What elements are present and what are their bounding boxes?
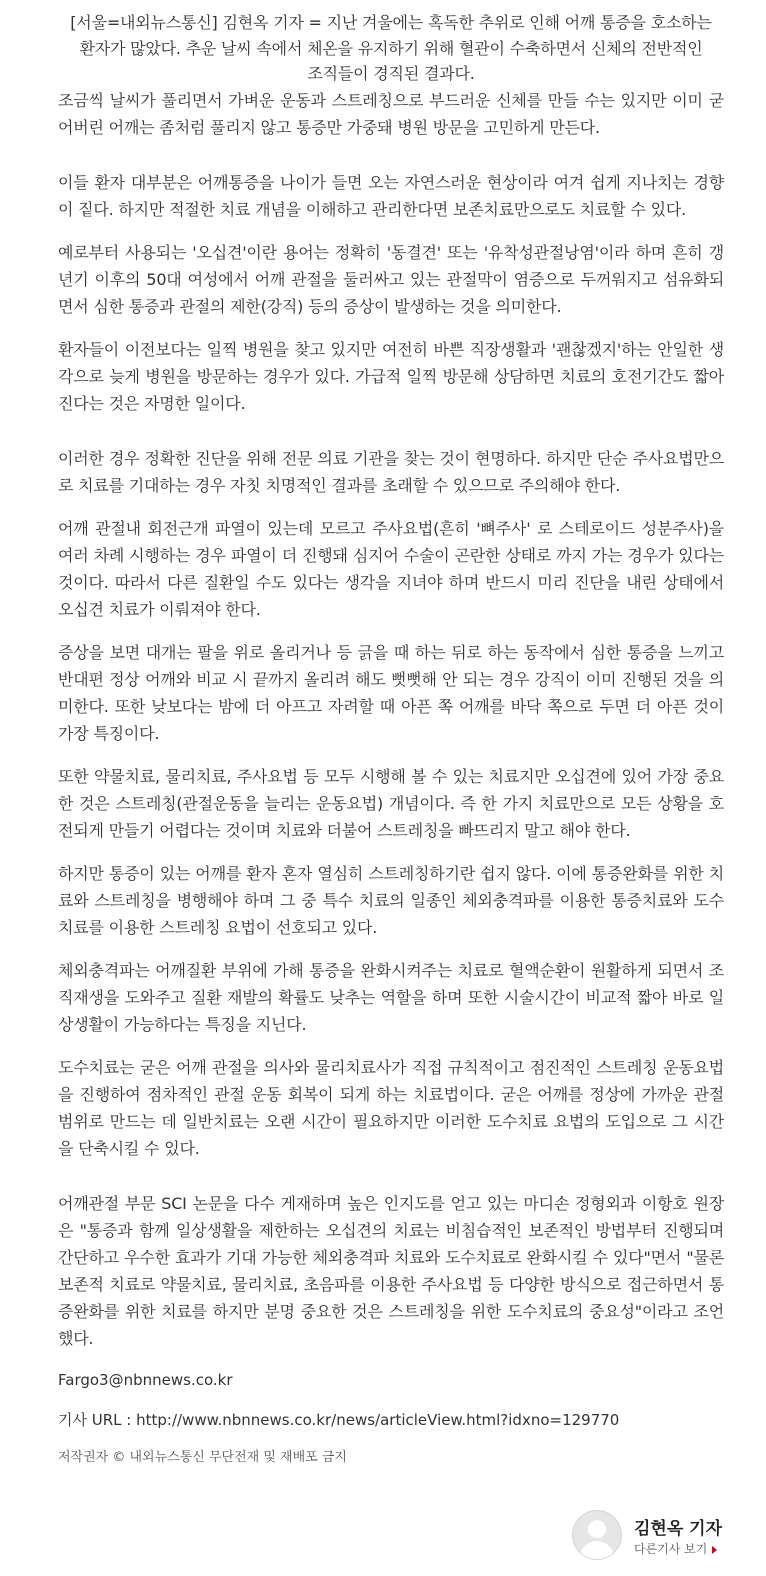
article-paragraph-9: 하지만 통증이 있는 어깨를 환자 혼자 열심히 스트레칭하기란 쉽지 않다. 이에 통증완화를 위한 치료와 스트레칭을 병행해야 하며 그 중 특수 치료의 일종인 체외충격파를 이용한 통증치료와 도수치료를 이용한 스트레칭 요법이 선호되고 있다. — [58, 863, 724, 937]
caret-right-icon — [712, 1546, 717, 1554]
article-paragraph-2: 이들 환자 대부분은 어깨통증을 나이가 들면 오는 자연스러운 현상이라 여겨 쉽게 지나치는 경향이 짙다. 하지만 적절한 치료 개념을 이해하고 관리한다면 보존치료만으로도 치료할 수 있다. — [58, 172, 724, 219]
article-url-row — [58, 1408, 724, 1432]
article-lead: [서울=내외뉴스통신] 김현옥 기자 = 지난 겨울에는 혹독한 추위로 인해 어깨 통증을 호소하는 환자가 많았다. 추운 날씨 속에서 체온을 유지하기 위해 혈관이 수축하면서 신체의 전반적인 조직들이 경직된 결과다. — [70, 13, 712, 83]
more-articles-label[interactable]: 다른기사 보기 — [634, 1542, 708, 1556]
reporter-byline — [572, 1510, 752, 1570]
copyright-notice: 저작권자 © 내외뉴스통신 무단전재 및 재배포 금지 — [58, 1449, 347, 1465]
article-paragraph-1: 조금씩 날씨가 풀리면서 가벼운 운동과 스트레칭으로 부드러운 신체를 만들 수는 있지만 이미 굳어버린 어깨는 좀처럼 풀리지 않고 통증만 가중돼 병원 방문을 고민하게 만든다. — [58, 90, 724, 137]
article-paragraph-10: 체외충격파는 어깨질환 부위에 가해 통증을 완화시켜주는 치료로 혈액순환이 원활하게 되면서 조직재생을 도와주고 질환 재발의 확률도 낮추는 역할을 하며 또한 시술시간이 비교적 짧아 바로 일상생활이 가능하다는 특징을 지닌다. — [58, 960, 724, 1034]
user-avatar-icon — [572, 1510, 622, 1560]
article-paragraph-4: 환자들이 이전보다는 일찍 병원을 찾고 있지만 여전히 바쁜 직장생활과 '괜찮겠지'하는 안일한 생각으로 늦게 병원을 방문하는 경우가 있다. 가급적 일찍 방문해 상담하면 치료의 호전기간도 짧아진다는 것은 자명한 일이다. — [58, 339, 724, 413]
article-url-label: 기사 URL : — [58, 1410, 137, 1429]
article-paragraph-11: 도수치료는 굳은 어깨 관절을 의사와 물리치료사가 직접 규칙적이고 점진적인 스트레칭 운동요법을 진행하여 점차적인 관절 운동 회복이 되게 하는 치료법이다. 굳은 어깨를 정상에 가까운 관절 범위로 만드는 데 일반치료는 오랜 시간이 필요하지만 이러한 도수치료 요법의 도입으로 그 시간을 단축시킬 수 있다. — [58, 1057, 724, 1158]
article-paragraph-12: 어깨관절 부문 SCI 논문을 다수 게재하며 높은 인지도를 얻고 있는 마디손 정형외과 이항호 원장은 "통증과 함께 일상생활을 제한하는 오십견의 치료는 비침습적인 보존적인 방법부터 진행되며 간단하고 우수한 효과가 기대 가능한 체외충격파 치료와 도수치료로 완화시킬 수 있다"면서 "물론 보존적 치료로 약물치료, 물리치료, 초음파를 이용한 주사요법 등 다양한 방식으로 접근하면서 통증완화를 위한 치료를 하지만 분명 중요한 것은 스트레칭을 위한 도수치료의 중요성"이라고 조언했다. — [58, 1193, 724, 1348]
reporter-name: 김현옥 기자 — [634, 1519, 723, 1539]
article-body — [58, 10, 724, 1468]
article-paragraph-5: 이러한 경우 정확한 진단을 위해 전문 의료 기관을 찾는 것이 현명하다. 하지만 단순 주사요법만으로 치료를 기대하는 경우 자칫 치명적인 결과를 초래할 수 있으므로 주의해야 한다. — [58, 448, 724, 495]
article-paragraph-7: 증상을 보면 대개는 팔을 위로 올리거나 등 긁을 때 하는 뒤로 하는 동작에서 심한 통증을 느끼고 반대편 정상 어깨와 비교 시 끝까지 올리려 해도 뻣뻣해 안 되는 경우 강직이 이미 진행된 것을 의미한다. 또한 낮보다는 밤에 더 아프고 자려할 때 아픈 쪽 어깨를 바닥 쪽으로 두면 더 아픈 것이 가장 특징이다. — [58, 642, 724, 743]
article-paragraph-3: 예로부터 사용되는 '오십견'이란 용어는 정확히 '동결견' 또는 '유착성관절낭염'이라 하며 흔히 갱년기 이후의 50대 여성에서 어깨 관절을 둘러싸고 있는 관절막이 염증으로 두꺼워지고 섬유화되면서 심한 통증과 관절의 제한(강직) 등의 증상이 발생하는 것을 의미한다. — [58, 242, 724, 316]
article-paragraph-6: 어깨 관절내 회전근개 파열이 있는데 모르고 주사요법(흔히 '뼈주사' 로 스테로이드 성분주사)을 여러 차례 시행하는 경우 파열이 더 진행돼 심지어 수술이 곤란한 상태로 까지 가는 경우가 있다는 것이다. 따라서 다른 질환일 수도 있다는 생각을 지녀야 하며 반드시 미리 진단을 내린 상태에서 오십견 치료가 이뤄져야 한다. — [58, 518, 724, 619]
article-url: http://www.nbnnews.co.kr/news/articleView.html?idxno=129770 — [136, 1410, 620, 1429]
more-articles-link[interactable] — [634, 1540, 717, 1557]
reporter-email: Fargo3@nbnnews.co.kr — [58, 1370, 233, 1389]
article-paragraph-8: 또한 약물치료, 물리치료, 주사요법 등 모두 시행해 볼 수 있는 치료지만 오십견에 있어 가장 중요한 것은 스트레칭(관절운동을 늘리는 운동요법) 개념이다. 즉 한 가지 치료만으로 모든 상황을 호전되게 만들기 어렵다는 것이며 치료와 더불어 스트레칭을 빠뜨리지 말고 해야 한다. — [58, 766, 724, 840]
